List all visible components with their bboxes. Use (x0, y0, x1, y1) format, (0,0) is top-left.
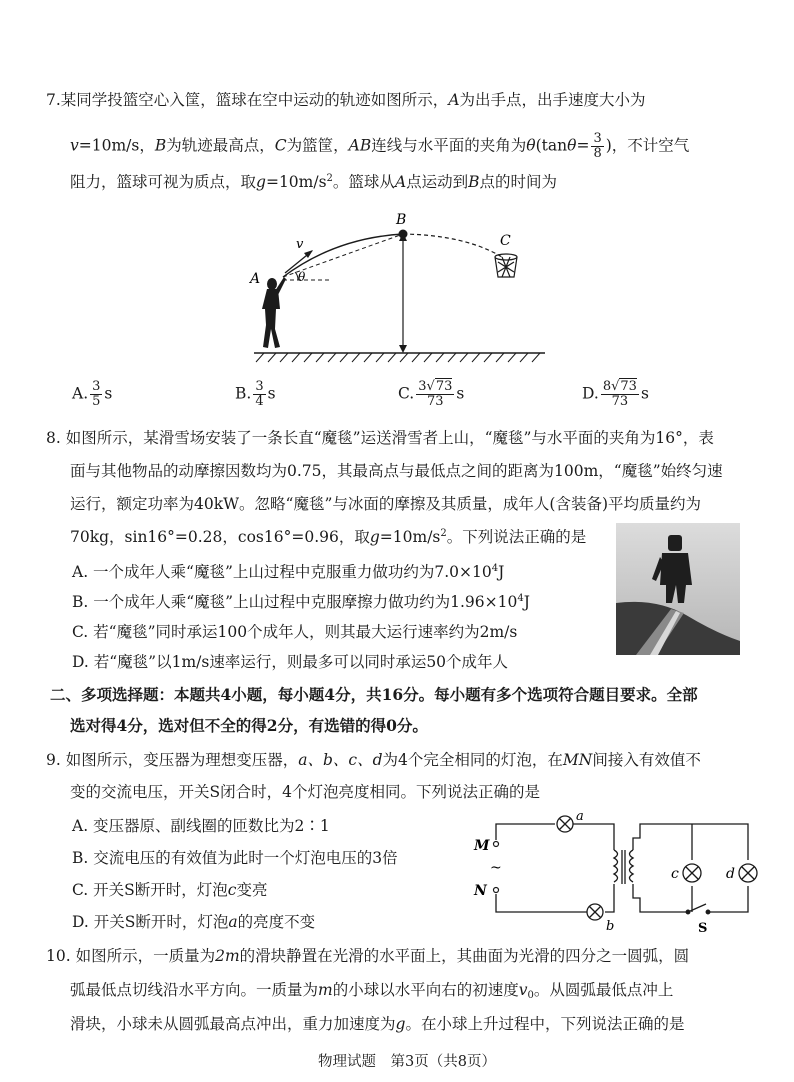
lamp-label-a: a (576, 812, 584, 824)
switch-label-s: S (698, 921, 708, 936)
q7-line3: 阻力，篮球可视为质点，取$g=10m/s^2$。篮球从A点运动到B点的时间为 (70, 173, 558, 191)
q10-line2: 弧最低点切线沿水平方向。一质量为m的小球以水平向右的初速度$v_0$。从圆弧最低点冲上 (70, 981, 674, 1001)
q9-option-b: B. 交流电压的有效值为此时一个灯泡电压的3倍 (72, 849, 398, 867)
q8-line3: 运行，额定功率为40kW。忽略“魔毯”与冰面的摩擦及其质量，成年人(含装备)平均质量约为 (70, 495, 701, 513)
lamp-label-b: b (606, 919, 615, 934)
q7-line1: 7.某同学投篮空心入筐，篮球在空中运动的轨迹如图所示，A为出手点，出手速度大小为 (46, 91, 646, 109)
q8-line4: 70kg，sin16°=0.28，cos16°=0.96，取$g=10m/s^2$。下列说法正确的是 (70, 528, 587, 546)
terminal-label-n: N (474, 883, 487, 899)
lamp-c (683, 864, 701, 882)
q10-line1: 10. 如图所示，一质量为2m的滑块静置在光滑的水平面上，其曲面为光滑的四分之一圆弧，圆 (46, 947, 690, 965)
q7-option-d: D. $\frac{8√73}{73}$ s (582, 379, 649, 409)
q9-option-d: D. 开关S断开时，灯泡a的亮度不变 (72, 913, 316, 931)
q8-option-b: B. 一个成年人乘“魔毯”上山过程中克服摩擦力做功约为$1.96\times 10^4J$ (72, 593, 530, 611)
q9-line1: 9. 如图所示，变压器为理想变压器，a、b、c、d为4个完全相同的灯泡，在MN间接入有效值不 (46, 751, 701, 769)
q8-line1: 8. 如图所示，某滑雪场安装了一条长直“魔毯”运送滑雪者上山，“魔毯”与水平面的夹角为16°，表 (46, 429, 714, 447)
q9-option-a: A. 变压器原、副线圈的匝数比为2∶1 (72, 817, 330, 835)
transformer-circuit-figure (470, 812, 770, 937)
lamp-label-d: d (726, 866, 735, 882)
q9-option-c: C. 开关S断开时，灯泡c变亮 (72, 881, 268, 899)
lamp-d (739, 864, 757, 882)
hoop (495, 254, 517, 277)
ground-hatching (256, 353, 540, 362)
tan-fraction: $\frac{3}{8}$ (593, 131, 602, 161)
q7-line2: v=10m/s，B为轨迹最高点，C为篮筐，AB连线与水平面的夹角为θ(tanθ= $\frac{3}{8}$ )，不计空气 (70, 131, 690, 161)
lamp-label-c: c (671, 866, 679, 882)
ball-at-b (399, 230, 408, 239)
q9-line2: 变的交流电压，开关S闭合时，4个灯泡亮度相同。下列说法正确的是 (70, 783, 540, 801)
q10-line3: 滑块，小球未从圆弧最高点冲出，重力加速度为g。在小球上升过程中，下列说法正确的是 (70, 1015, 685, 1033)
ac-symbol: ~ (490, 860, 502, 876)
fig-label-b: B (396, 212, 407, 228)
q7-option-b: B. $\frac{3}{4}$ s (235, 379, 276, 409)
fig-label-theta: θ (298, 270, 306, 284)
page-footer: 物理试题 第3页（共8页） (318, 1054, 496, 1070)
q8-option-d: D. 若“魔毯”以1m/s速率运行，则最多可以同时承运50个成年人 (72, 653, 509, 671)
section2-heading-line1: 二、多项选择题：本题共4小题，每小题4分，共16分。每小题有多个选项符合题目要求。全部 (50, 685, 698, 704)
q8-line2: 面与其他物品的动摩擦因数均为0.75，其最高点与最低点之间的距离为100m，“魔毯”始终匀速 (70, 462, 723, 480)
fig-label-c: C (500, 233, 511, 249)
fig-label-a: A (250, 271, 261, 287)
q8-option-a: A. 一个成年人乘“魔毯”上山过程中克服重力做功约为$7.0\times 10^4J$ (72, 563, 505, 581)
fig-label-v: v (296, 237, 304, 252)
magic-carpet-photo (616, 523, 740, 655)
terminal-label-m: M (474, 838, 490, 854)
switch-s (686, 904, 710, 914)
lamp-a (557, 816, 573, 832)
player-silhouette (262, 277, 286, 348)
q7-option-a: A. $\frac{3}{5}$ s (72, 379, 113, 409)
q8-option-c: C. 若“魔毯”同时承运100个成年人，则其最大运行速率约为2m/s (72, 623, 518, 641)
section2-heading-line2: 选对得4分，选对但不全的得2分，有选错的得0分。 (70, 716, 428, 735)
lamp-b (587, 904, 603, 920)
trajectory-dashed (403, 234, 502, 257)
q7-option-c: C. $\frac{3√73}{73}$ s (398, 379, 465, 409)
basketball-trajectory-figure (240, 205, 560, 370)
